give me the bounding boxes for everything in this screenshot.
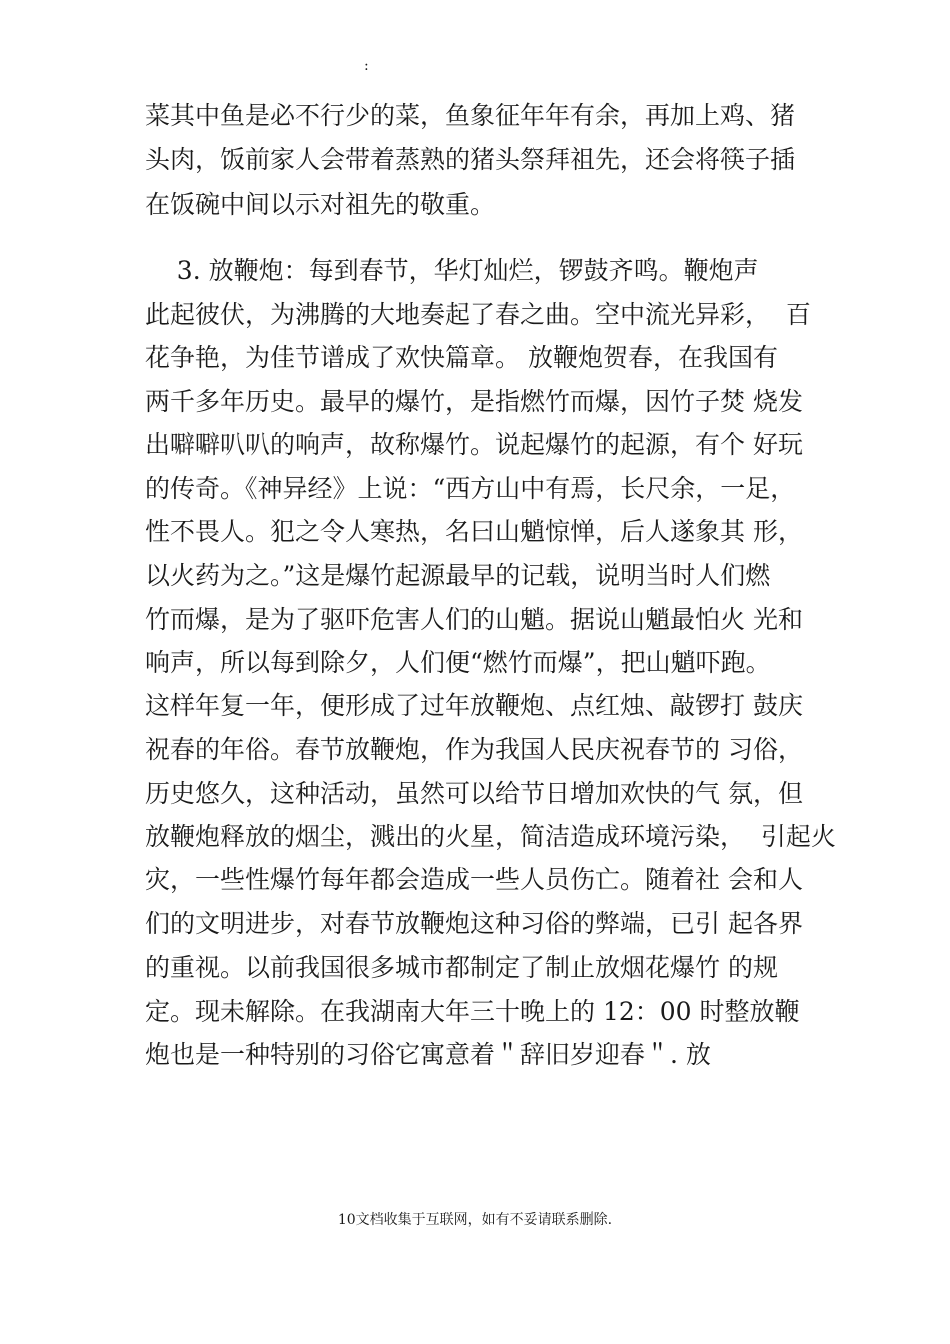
- page-footer: 10文档收集于互联网，如有不妥请联系删除.: [337, 1212, 613, 1228]
- text-line: 3. 放鞭炮：每到春节，华灯灿烂，锣鼓齐鸣。鞭炮声: [145, 256, 759, 285]
- text-line: 的重视。以前我国很多城市都制定了制止放烟花爆竹 的规: [145, 953, 778, 982]
- text-line: 竹而爆，是为了驱吓危害人们的山魈。据说山魈最怕火 光和: [145, 605, 803, 634]
- text-line: 历史悠久，这种活动，虽然可以给节日增加欢快的气 氛，但: [145, 779, 803, 808]
- text-line: 性不畏人。犯之令人寒热，名曰山魈惊惮，后人遂象其 形，: [145, 517, 803, 546]
- text-line: 以火药为之。”这是爆竹起源最早的记载，说明当时人们燃: [145, 561, 771, 590]
- text-line: 头肉，饭前家人会带着蒸熟的猪头祭拜祖先，还会将筷子插: [145, 145, 796, 174]
- text-line: 在饭碗中间以示对祖先的敬重。: [145, 190, 496, 219]
- text-line: 的传奇。《神异经》上说：“西方山中有焉，长尺余，一足，: [145, 474, 796, 503]
- text-line: 这样年复一年，便形成了过年放鞭炮、点红烛、敲锣打 鼓庆: [145, 691, 803, 720]
- text-line: 出噼噼叭叭的响声，故称爆竹。说起爆竹的起源，有个 好玩: [145, 430, 803, 459]
- text-line: 菜其中鱼是必不行少的菜，鱼象征年年有余，再加上鸡、猪: [145, 101, 796, 130]
- text-line: 们的文明进步，对春节放鞭炮这种习俗的弊端，已引 起各界: [145, 909, 803, 938]
- text-line: 两千多年历史。最早的爆竹，是指燃竹而爆，因竹子焚 烧发: [145, 387, 803, 416]
- header-mark: :: [364, 58, 369, 74]
- text-line: 响声，所以每到除夕，人们便“燃竹而爆”，把山魈吓跑。: [145, 648, 771, 677]
- text-line: 祝春的年俗。春节放鞭炮，作为我国人民庆祝春节的 习俗，: [145, 735, 803, 764]
- text-line: 放鞭炮释放的烟尘，溅出的火星，简洁造成环境污染， 引起火: [145, 822, 836, 851]
- text-line: 此起彼伏，为沸腾的大地奏起了春之曲。空中流光异彩， 百: [145, 300, 811, 329]
- text-line: 灾，一些性爆竹每年都会造成一些人员伤亡。随着社 会和人: [145, 865, 803, 894]
- text-line: 定。现未解除。在我湖南大年三十晚上的 12：00 时整放鞭: [145, 997, 800, 1026]
- text-line: 花争艳，为佳节谱成了欢快篇章。 放鞭炮贺春，在我国有: [145, 343, 778, 372]
- text-line: 炮也是一种特别的习俗它寓意着＂辞旧岁迎春＂. 放: [145, 1040, 711, 1069]
